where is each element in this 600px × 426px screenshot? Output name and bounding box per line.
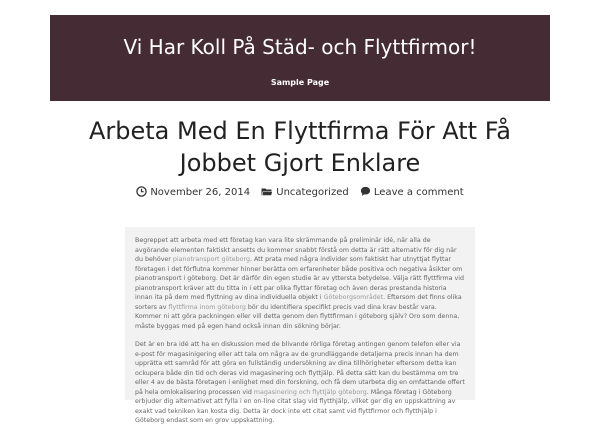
- paragraph-text: Det är en bra idé att ha en diskussion med de blivande rörliga företag antingen genom telefon eller via e-post för magasinigering eller att tala om några av de grundläggande detaljerna precis innan ha dem upprätta ett samråd för att göra en fullständig undersökning av dina tillhörigheter eftersom detta kan ockupera både din tid och deras vid magasinering och flyttjälp. På detta sätt kan du bestämma om tre eller 4 av de bästa företagen i enlighet med din forskning, och få dem utarbeta dig en omfattande offert på hela omlokalisering processen vid: [135, 341, 465, 396]
- clock-icon: [136, 186, 147, 197]
- paragraph-text: . Eftersom det finns olika sorters av: [135, 294, 462, 311]
- site-header: [50, 15, 550, 101]
- paragraph-text: Begreppet att arbeta med ett företag kan vara lite skrämmande på preliminär idé, när alla de avgörande elementen faktiskt ansetts du kommer snabbt förstå om detta är rätt alternativ för dig när du behöver: [135, 237, 457, 263]
- post-content: [125, 227, 475, 424]
- link-magasinering[interactable]: magasinering och flyttjälp göteborg: [253, 388, 367, 396]
- paragraph-text: . Många företag i Göteborg erbjuder dig alternativet att fylla i en on-line citat slag vid flytthjälp, vilket ger dig en uppskattning av exakt vad tekniken kan kosta dig. Detta är dock inte ett citat samt vid flyttfirmor och flytthjälp i Göteborg endast som en grov uppskattning.: [135, 388, 456, 424]
- post-paragraph-2: [135, 340, 465, 426]
- link-pianotransport[interactable]: pianotransport göteborg: [172, 256, 250, 263]
- link-goteborgsomradet[interactable]: Göteborgsområdet: [323, 294, 384, 301]
- post-meta: [0, 186, 600, 198]
- nav-sample-page[interactable]: Sample Page: [270, 78, 330, 87]
- folder-icon: [261, 187, 273, 197]
- site-nav: [50, 70, 550, 89]
- comment-icon: [360, 186, 371, 197]
- post-category-link[interactable]: Uncategorized: [276, 186, 349, 198]
- post-date-link[interactable]: November 26, 2014: [150, 187, 251, 198]
- site-title[interactable]: Vi Har Koll På Städ- och Flyttfirmor!: [123, 35, 477, 59]
- paragraph-text: bör du identifiera specifikt precis vad dina krav består vara. Kommer ni att göra packningen eller vill detta genom den flyttfirman i göteborg själv? Oro som denna, måste byggas med på egen hand också innan din sökning börjar.: [135, 303, 460, 330]
- paragraph-text: . Att prata med några individer som faktiskt har utnyttjat flyttar företagen i det förflutna kommer hinner berätta om erfarenheter både positiva och negativa åsikter om pianotransport i göteborg. Det är därför din egen studie är av yttersta betydelse. Välja rätt flyttfirma vid pianotransport kräver att du titta in i ett par olika flyttar företag och även deras prestanda historia innan ita på dem med flyttning av dina individuella objekt i: [135, 256, 464, 301]
- post-date: [136, 186, 250, 198]
- link-flyttfirma[interactable]: flyttfirma inom göteborg: [168, 303, 246, 311]
- post-comments: [360, 186, 464, 198]
- post-category: [261, 187, 348, 198]
- post-paragraph-1: [135, 236, 465, 331]
- post-title: Arbeta Med En Flyttfirma För Att Få Jobbet Gjort Enklare: [88, 117, 512, 177]
- leave-comment-link[interactable]: Leave a comment: [373, 187, 464, 198]
